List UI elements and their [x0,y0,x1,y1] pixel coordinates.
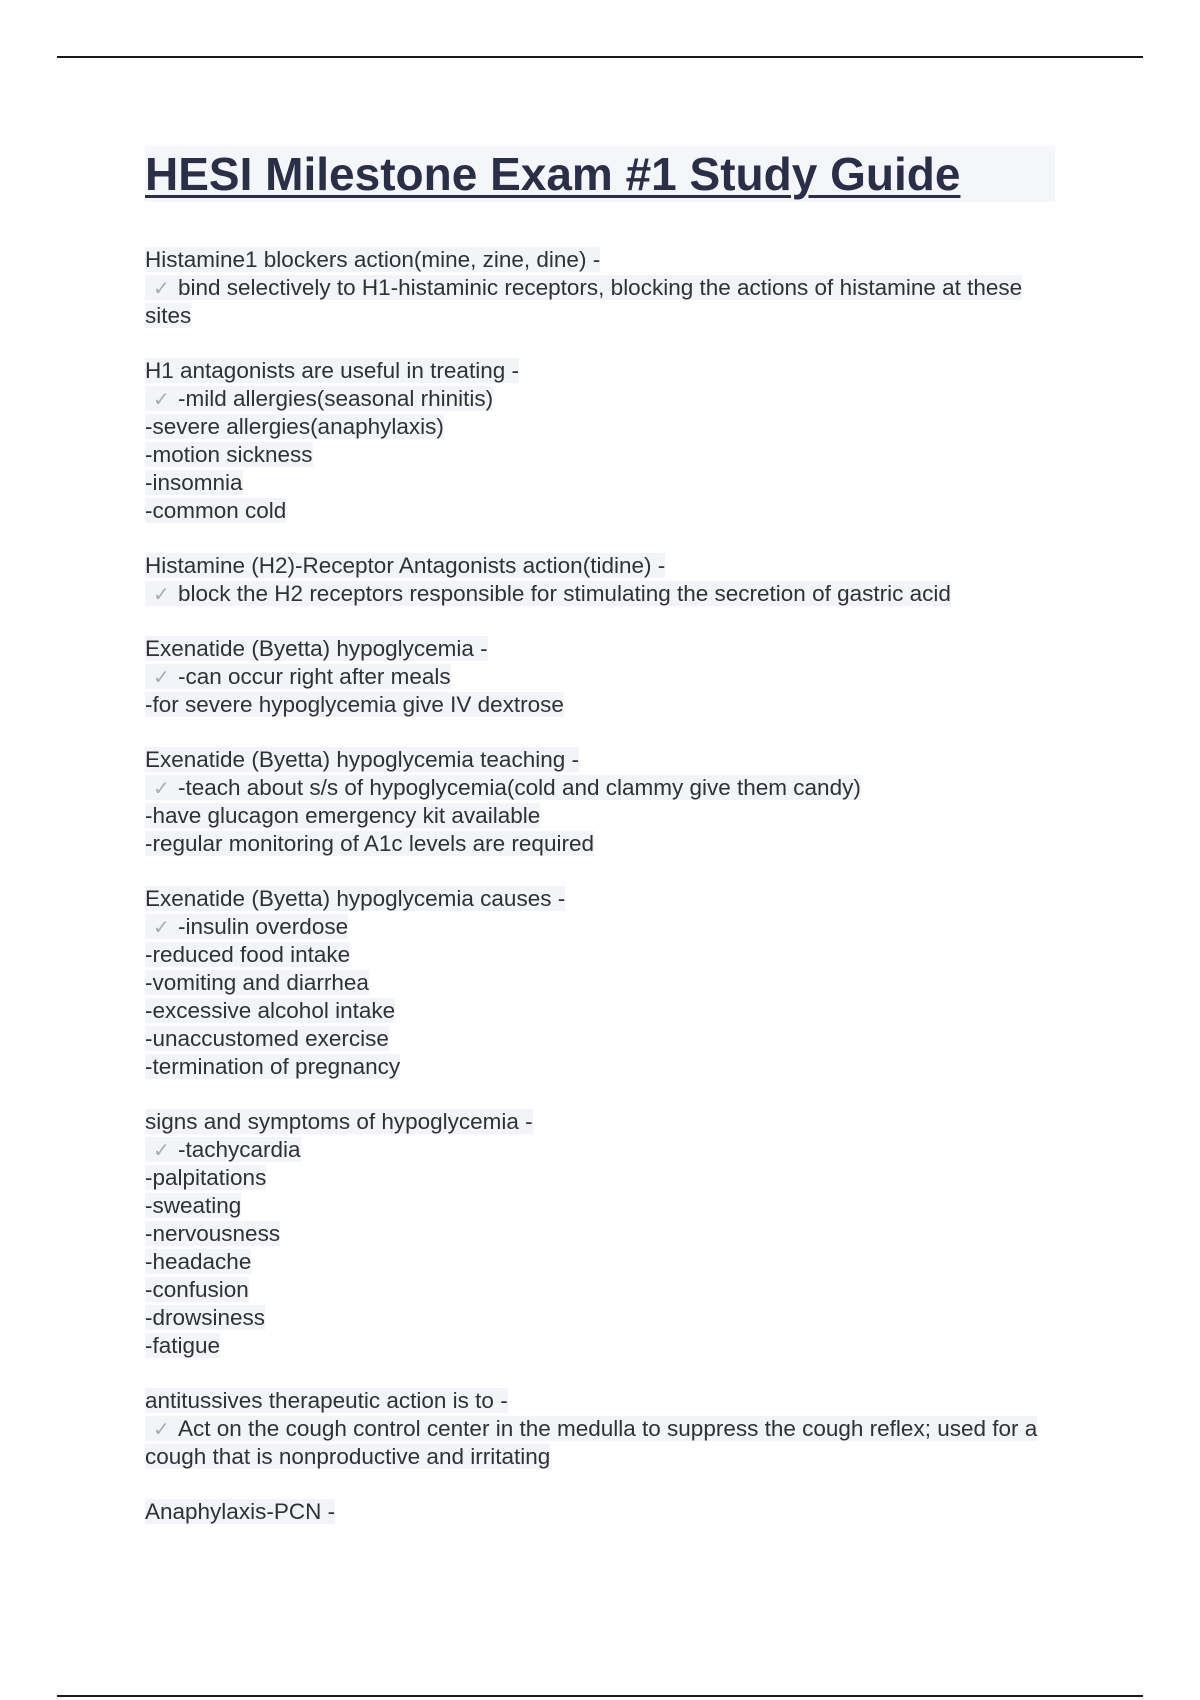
entry-question: Exenatide (Byetta) hypoglycemia - [145,636,488,661]
study-entry [145,246,1065,330]
entry-answer-line: -reduced food intake [145,942,351,967]
check-icon: ✓ [153,387,170,411]
check-icon: ✓ [153,665,170,689]
entry-answer: -teach about s/s of hypoglycemia(cold and clammy give them candy) [178,775,861,800]
entry-question: H1 antagonists are useful in treating - [145,358,519,383]
entry-answer-line: -palpitations [145,1165,267,1190]
entry-answer-line: -headache [145,1249,252,1274]
study-entry [145,1387,1065,1471]
entry-answer-line: -motion sickness [145,442,313,467]
page-title: HESI Milestone Exam #1 Study Guide [145,148,961,200]
study-guide-content [145,246,1065,1553]
entry-answer-line: -excessive alcohol intake [145,998,396,1023]
study-entry [145,1108,1065,1360]
check-icon: ✓ [153,276,170,300]
check-icon: ✓ [153,1138,170,1162]
entry-answer: Act on the cough control center in the medulla to suppress the cough reflex; used for a cough that is nonproductive and irritating [145,1416,1038,1469]
check-icon: ✓ [153,582,170,606]
check-icon: ✓ [153,915,170,939]
entry-question: Histamine1 blockers action(mine, zine, dine) - [145,247,601,272]
check-icon: ✓ [153,776,170,800]
entry-answer: -insulin overdose [178,914,349,939]
study-entry [145,746,1065,858]
entry-question: signs and symptoms of hypoglycemia - [145,1109,533,1134]
study-entry [145,552,1065,608]
entry-answer: -tachycardia [178,1137,301,1162]
header-rule [57,56,1143,58]
study-entry [145,635,1065,719]
entry-answer-line: -for severe hypoglycemia give IV dextrose [145,692,564,717]
entry-answer-line: -vomiting and diarrhea [145,970,369,995]
entry-answer: -mild allergies(seasonal rhinitis) [178,386,494,411]
entry-answer-line: -sweating [145,1193,242,1218]
entry-answer: bind selectively to H1-histaminic receptors, blocking the actions of histamine at these sites [145,275,1023,328]
entry-answer-line: -regular monitoring of A1c levels are required [145,831,594,856]
entry-answer-line: -common cold [145,498,287,523]
entry-question: antitussives therapeutic action is to - [145,1388,508,1413]
entry-answer-line: -fatigue [145,1333,221,1358]
entry-answer: -can occur right after meals [178,664,451,689]
entry-question: Exenatide (Byetta) hypoglycemia teaching - [145,747,579,772]
study-entry [145,1498,1065,1526]
study-entry [145,357,1065,525]
entry-answer-line: -drowsiness [145,1305,266,1330]
entry-question: Exenatide (Byetta) hypoglycemia causes - [145,886,566,911]
entry-question: Anaphylaxis-PCN - [145,1499,336,1524]
footer-rule [57,1695,1143,1697]
entry-answer-line: -confusion [145,1277,249,1302]
entry-answer-line: -have glucagon emergency kit available [145,803,541,828]
entry-question: Histamine (H2)-Receptor Antagonists action(tidine) - [145,553,666,578]
entry-answer-line: -termination of pregnancy [145,1054,401,1079]
entry-answer-line: -unaccustomed exercise [145,1026,389,1051]
check-icon: ✓ [153,1417,170,1441]
entry-answer-line: -nervousness [145,1221,281,1246]
entry-answer-line: -insomnia [145,470,243,495]
study-entry [145,885,1065,1081]
entry-answer: block the H2 receptors responsible for stimulating the secretion of gastric acid [178,581,951,606]
entry-answer-line: -severe allergies(anaphylaxis) [145,414,444,439]
